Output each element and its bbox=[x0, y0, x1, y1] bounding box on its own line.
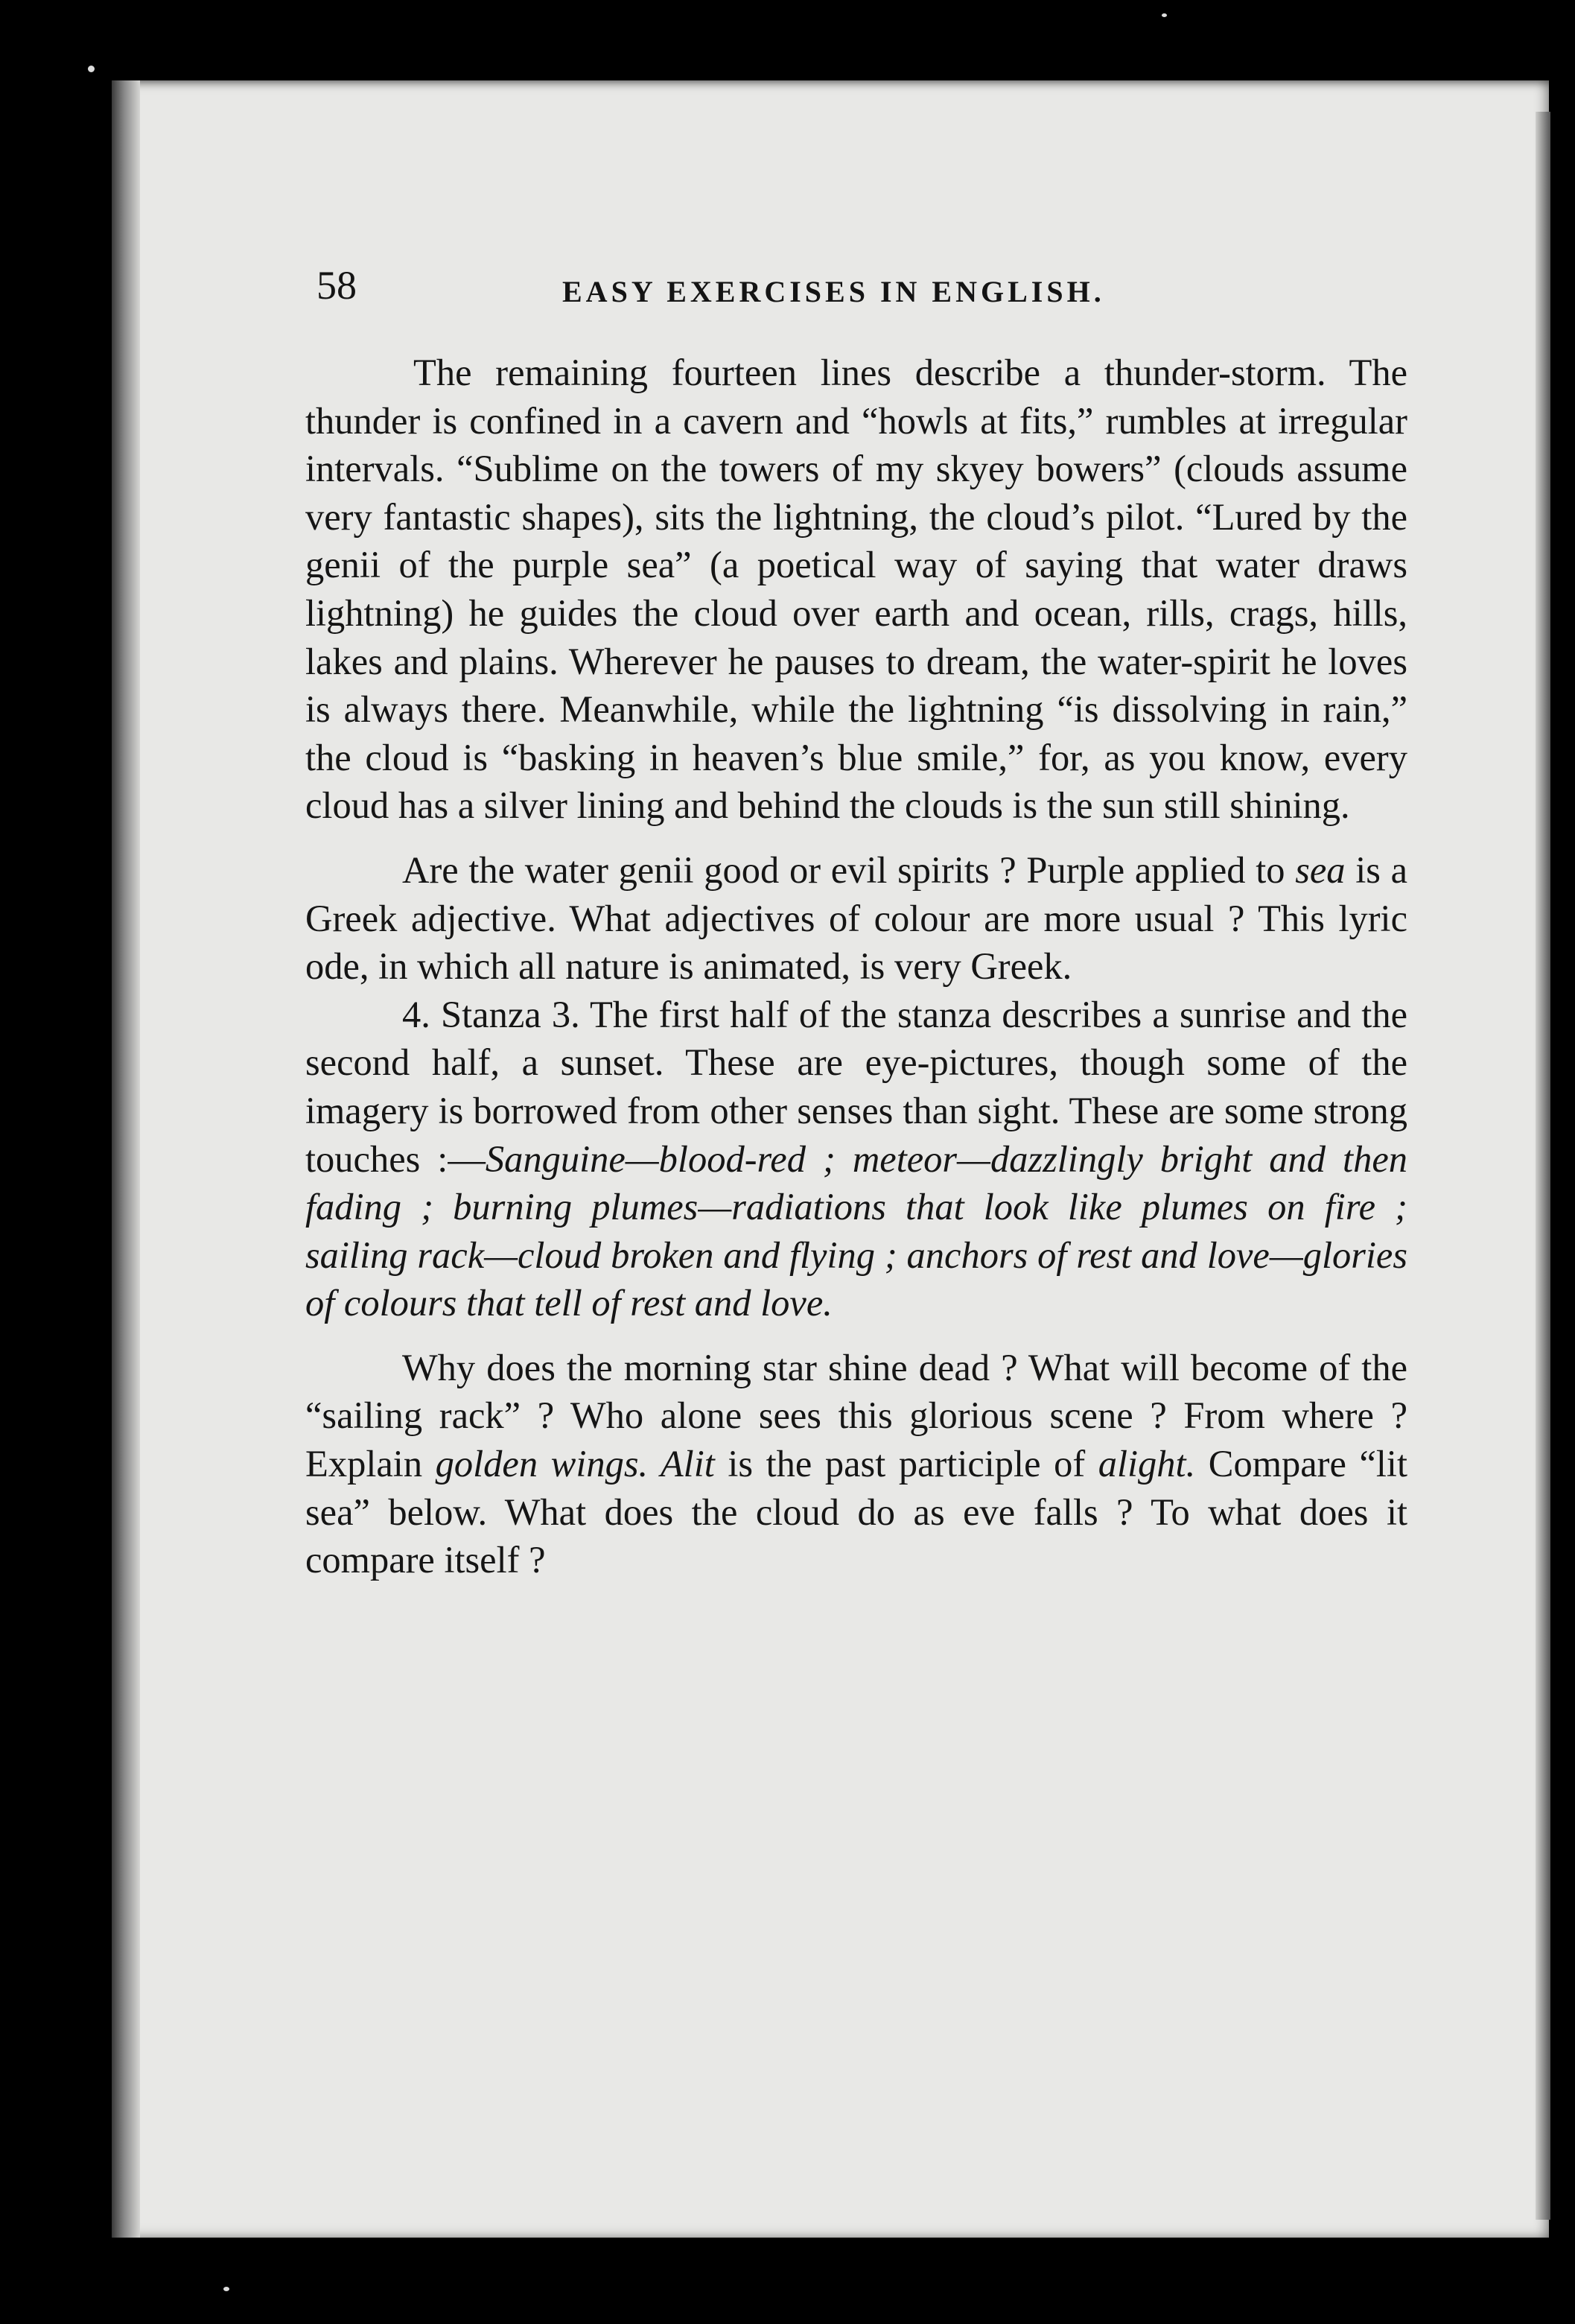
italic-text-run: Sanguine—blood-red ; meteor—dazzlingly bright and then fading ; burning plumes—radiations that look like plumes on fire ; sailing rack—cloud broken and flying ; anchors of rest and love—glories of colours that tell of rest and love. bbox=[305, 1137, 1408, 1324]
italic-text-run: alight. bbox=[1098, 1443, 1196, 1485]
paragraph bbox=[305, 991, 1407, 1327]
text-run: is the past participle of bbox=[714, 1443, 1098, 1485]
paragraph bbox=[305, 846, 1407, 991]
paragraph bbox=[305, 1344, 1407, 1584]
text-run: The remaining fourteen lines describe a thunder-storm. The thunder is confined in a cavern and “howls at fits,” rumbles at irregular intervals. “Sublime on the towers of my skyey bowers” (clouds assume very fantastic shapes), sits the lightning, the cloud’s pilot. “Lured by the genii of the purple sea” (a poetical way of saying that water draws lightning) he guides the cloud over earth and ocean, rills, crags, hills, lakes and plains. Wherever he pauses to dream, the water-spirit he loves is always there. Meanwhile, while the lightning “is dissolving in rain,” the cloud is “basking in heaven’s blue smile,” for, as you know, every cloud has a silver lining and behind the clouds is the sun still shining. bbox=[305, 352, 1407, 827]
page-spine-shadow bbox=[112, 80, 140, 2238]
text-run: 4. Stanza 3. The first half of the stanza describes a sunrise and the second half, a sunset. These are eye-pictures, though some of the imagery is borrowed from other senses than sight. These are some strong touches :— bbox=[305, 993, 1407, 1180]
text-run: is a Greek adjective. What adjectives of colour are more usual ? This lyric ode, in which all nature is animated, is very Greek. bbox=[305, 848, 1407, 988]
paragraph bbox=[305, 349, 1407, 830]
page-header bbox=[316, 262, 1404, 322]
text-run: Why does the morning star shine dead ? What will become of the “sailing rack” ? Who alone sees this glorious scene ? From where ? Explain bbox=[305, 1346, 1407, 1485]
page-number: 58 bbox=[316, 263, 357, 308]
text-run: Are the water genii good or evil spirits ? Purple applied to bbox=[402, 848, 1296, 891]
page-right-edge bbox=[1536, 112, 1550, 2220]
text-run: Compare “lit sea” below. What does the cloud do as eve falls ? To what does it compare itself ? bbox=[305, 1443, 1407, 1581]
body-text bbox=[305, 349, 1407, 1584]
italic-text-run: sea bbox=[1295, 848, 1346, 891]
dust-speck bbox=[88, 66, 95, 72]
italic-text-run: golden wings. Alit bbox=[435, 1443, 715, 1485]
dust-speck bbox=[1162, 13, 1167, 17]
running-head: EASY EXERCISES IN ENGLISH. bbox=[562, 275, 1105, 308]
dust-speck bbox=[223, 2287, 229, 2291]
